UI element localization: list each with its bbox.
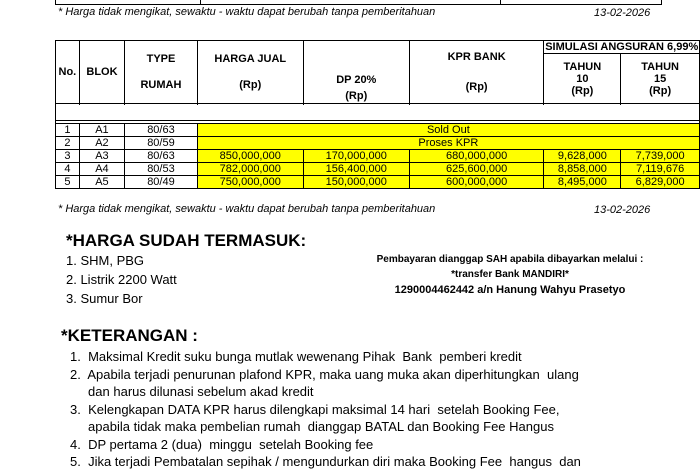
cell-t10: 9,628,000: [544, 150, 621, 163]
cell-t10: 8,858,000: [544, 163, 621, 176]
cell-harga: 750,000,000: [197, 176, 303, 189]
cell-dp: 156,400,000: [303, 163, 409, 176]
cell-dp: 150,000,000: [303, 176, 409, 189]
header-blok: BLOK: [79, 41, 124, 104]
header-type-line1: TYPE: [146, 53, 176, 65]
header-dp: [303, 41, 409, 104]
cell-type: 80/49: [125, 176, 198, 189]
header-kpr: [409, 41, 544, 104]
cell-no: 2: [56, 137, 80, 150]
cell-blok: A2: [79, 137, 124, 150]
header-t10-line1: TAHUN: [563, 60, 602, 73]
header-kpr-line2: (Rp): [465, 81, 488, 93]
cell-t15: 7,119,676: [621, 163, 700, 176]
header-dp-line2: (Rp): [345, 90, 368, 102]
cell-no: 5: [56, 176, 80, 189]
cell-no: 4: [56, 163, 80, 176]
cell-no: 1: [56, 124, 80, 137]
cell-harga: 850,000,000: [197, 150, 303, 163]
cell-kpr: 625,600,000: [409, 163, 544, 176]
table-row: [56, 150, 700, 163]
cell-dp: 170,000,000: [303, 150, 409, 163]
payment-account: 1290004462442 a/n Hanung Wahyu Prasetyo: [394, 284, 626, 296]
table-row: [56, 176, 700, 189]
table-row: [56, 124, 700, 137]
cell-blok: A4: [79, 163, 124, 176]
cell-t15: 7,739,000: [621, 150, 700, 163]
cell-no: 3: [56, 150, 80, 163]
included-list: [66, 251, 177, 308]
keterangan-line: dan harus dilunasi sebelum akad kredit: [70, 384, 314, 399]
header-tahun-10: [544, 54, 621, 104]
top-date: 13-02-2026: [594, 7, 651, 19]
cell-type: 80/63: [125, 124, 198, 137]
payment-line-2: *transfer Bank MANDIRI*: [451, 269, 569, 280]
cell-type: 80/53: [125, 163, 198, 176]
spacer-row: [56, 104, 700, 121]
cell-kpr: 680,000,000: [409, 150, 544, 163]
cell-blok: A3: [79, 150, 124, 163]
header-harga-line2: (Rp): [239, 79, 262, 91]
included-title: *HARGA SUDAH TERMASUK:: [66, 231, 307, 250]
cell-t10: 8,495,000: [544, 176, 621, 189]
header-simulasi: SIMULASI ANGSURAN 6,99%: [545, 41, 699, 53]
keterangan-line: 4. DP pertama 2 (dua) minggu setelah Booking fee: [70, 436, 374, 452]
payment-line-1: Pembayaran dianggap SAH apabila dibayarkan melalui :: [376, 254, 644, 265]
header-harga-line1: HARGA JUAL: [214, 53, 287, 65]
status-proses-kpr: Proses KPR: [197, 137, 699, 150]
keterangan-line: 1. Maksimal Kredit suku bunga mutlak wewenang Pihak Bank pemberi kredit: [70, 349, 522, 364]
keterangan-list: [70, 348, 581, 471]
header-t10-line2: 10: [576, 72, 589, 85]
top-disclaimer: * Harga tidak mengikat, sewaktu - waktu dapat berubah tanpa pemberitahuan: [58, 6, 436, 18]
header-type: [125, 41, 198, 104]
price-table: [55, 40, 700, 189]
header-kpr-line1: KPR BANK: [447, 51, 506, 63]
cell-blok: A5: [79, 176, 124, 189]
cell-kpr: 600,000,000: [409, 176, 544, 189]
header-dp-line1: DP 20%: [336, 74, 377, 86]
included-item: 1. SHM, PBG: [66, 253, 145, 268]
top-frame-divider-1: [200, 0, 201, 4]
header-t15-line1: TAHUN: [641, 60, 679, 73]
top-frame-line: [55, 0, 662, 5]
keterangan-line: 5. Jika terjadi Pembatalan sepihak / mengundurkan diri maka Booking Fee hangus dan: [70, 454, 581, 469]
included-item: 2. Listrik 2200 Watt: [66, 272, 177, 287]
included-item: 3. Sumur Bor: [66, 291, 143, 306]
table-row: [56, 137, 700, 150]
table-row: [56, 163, 700, 176]
status-sold-out: Sold Out: [197, 124, 699, 137]
header-t10-line3: (Rp): [571, 84, 594, 97]
bottom-disclaimer: * Harga tidak mengikat, sewaktu - waktu dapat berubah tanpa pemberitahuan: [58, 203, 436, 215]
cell-type: 80/59: [125, 137, 198, 150]
header-t15-line2: 15: [654, 72, 667, 85]
keterangan-line: 2. Apabila terjadi penurunan plafond KPR, maka uang muka akan diperhitungkan ulang: [70, 366, 579, 382]
payment-info: [360, 254, 660, 296]
header-tahun-15: [621, 54, 700, 104]
keterangan-line: apabila tidak maka pembelian rumah dianggap BATAL dan Booking Fee Hangus: [70, 419, 554, 434]
cell-t15: 6,829,000: [621, 176, 700, 189]
cell-harga: 782,000,000: [197, 163, 303, 176]
top-frame-divider-2: [500, 0, 501, 4]
cell-blok: A1: [79, 124, 124, 137]
header-type-line2: RUMAH: [140, 79, 182, 91]
keterangan-line: 3. Kelengkapan DATA KPR harus dilengkapi maksimal 14 hari setelah Booking Fee,: [70, 401, 560, 417]
keterangan-title: *KETERANGAN :: [61, 326, 198, 345]
header-t15-line3: (Rp): [649, 84, 672, 97]
bottom-date: 13-02-2026: [594, 204, 651, 216]
header-harga: [197, 41, 303, 104]
cell-type: 80/63: [125, 150, 198, 163]
header-no: No.: [56, 41, 80, 104]
